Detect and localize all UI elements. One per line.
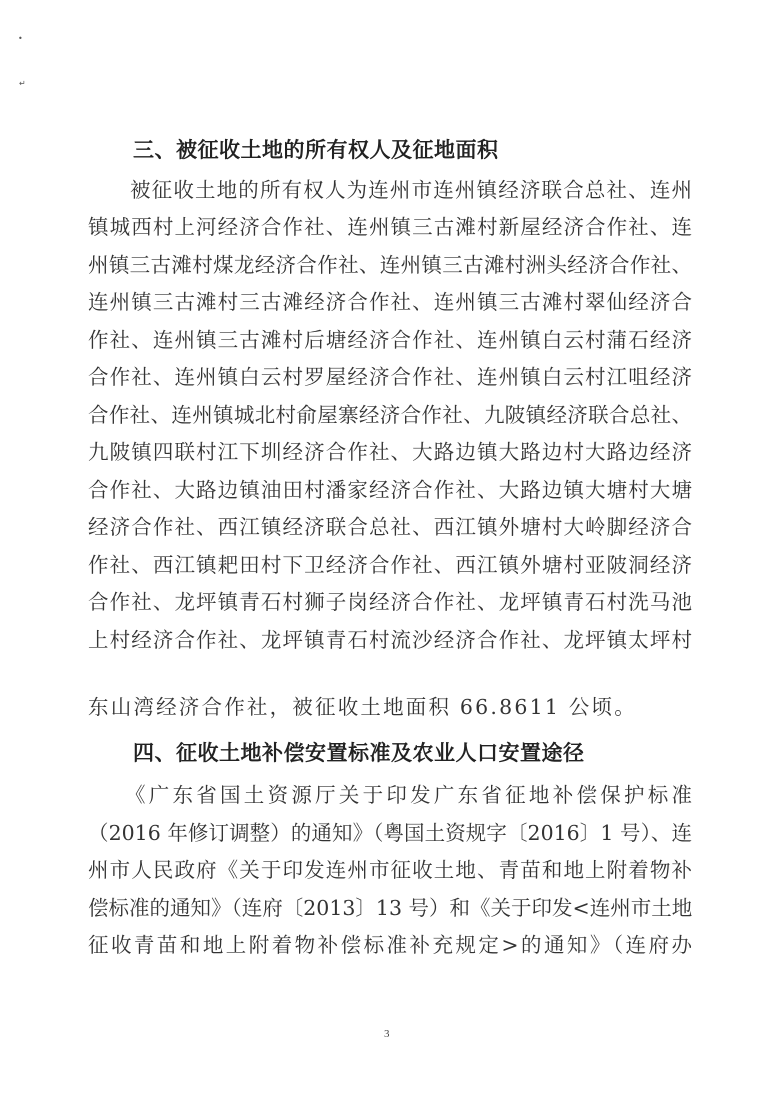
paragraph-line: 作社、西江镇耙田村下卫经济合作社、西江镇外塘村亚陂洞经济: [88, 553, 692, 577]
paragraph-line: 合作社、连州镇城北村俞屋寨经济合作社、九陂镇经济联合总社、: [88, 403, 692, 427]
scan-mark: •: [18, 34, 23, 43]
paragraph-line: 州市人民政府《关于印发连州市征收土地、青苗和地上附着物补: [88, 858, 692, 882]
paragraph-line: 连州镇三古滩村三古滩经济合作社、连州镇三古滩村翠仙经济合: [88, 290, 692, 314]
paragraph-line: 合作社、龙坪镇青石村狮子岗经济合作社、龙坪镇青石村洗马池: [88, 590, 692, 614]
paragraph-line: （2016 年修订调整）的通知》（粤国土资规字〔2016〕1 号）、连: [88, 821, 692, 845]
page-number: 3: [384, 1028, 390, 1040]
paragraph-line: 合作社、大路边镇油田村潘家经济合作社、大路边镇大塘村大塘: [88, 478, 692, 502]
paragraph-line: 九陂镇四联村江下圳经济合作社、大路边镇大路边村大路边经济: [88, 440, 692, 464]
paragraph-line: 州镇三古滩村煤龙经济合作社、连州镇三古滩村洲头经济合作社、: [88, 253, 692, 277]
paragraph-line: 镇城西村上河经济合作社、连州镇三古滩村新屋经济合作社、连: [88, 215, 692, 239]
paragraph-line: 经济合作社、西江镇经济联合总社、西江镇外塘村大岭脚经济合: [88, 515, 692, 539]
paragraph-line: 上村经济合作社、龙坪镇青石村流沙经济合作社、龙坪镇太坪村: [88, 628, 692, 652]
section-heading-3: 三、被征收土地的所有权人及征地面积: [133, 138, 499, 162]
paragraph-line: 被征收土地的所有权人为连州市连州镇经济联合总社、连州: [130, 178, 692, 202]
paragraph-line: 《广东省国土资源厅关于印发广东省征地补偿保护标准: [125, 783, 692, 807]
section-heading-4: 四、征收土地补偿安置标准及农业人口安置途径: [133, 741, 585, 765]
paragraph-line: 合作社、连州镇白云村罗屋经济合作社、连州镇白云村江咀经济: [88, 365, 692, 389]
paragraph-line: 征收青苗和地上附着物补偿标准补充规定>的通知》（连府办: [88, 933, 692, 957]
paragraph-line: 东山湾经济合作社，被征收土地面积 66.8611 公顷。: [88, 695, 637, 719]
scan-mark: ↵: [19, 79, 26, 88]
paragraph-line: 作社、连州镇三古滩村后塘经济合作社、连州镇白云村蒲石经济: [88, 328, 692, 352]
paragraph-line: 偿标准的通知》（连府〔2013〕13 号）和《关于印发<连州市土地: [88, 896, 693, 920]
